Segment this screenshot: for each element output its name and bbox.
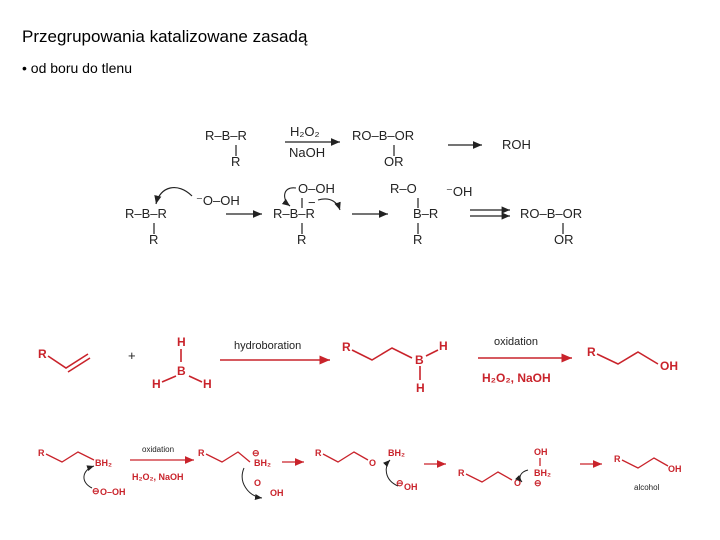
s3-borane-H-top: H	[177, 335, 186, 349]
s4-3-BH2: BH₂	[388, 448, 405, 458]
s4-5-chain	[622, 458, 668, 468]
s2-curved-arrow-leave	[318, 199, 340, 210]
s1-trialkylborane-R: R	[231, 154, 241, 169]
s4-1-chain	[46, 452, 94, 462]
s4-3-O: O	[369, 458, 377, 468]
s3-borane-B: B	[177, 364, 186, 378]
s4-arrow-label-bottom: H₂O₂, NaOH	[132, 472, 184, 482]
s1-trialkylborane: R–B–R	[205, 128, 247, 143]
s4-arrow-label-top: oxidation	[142, 445, 175, 454]
s4-2-chain	[206, 452, 250, 462]
s2-curved-arrow-attack	[156, 188, 192, 204]
s2-curved-arrow-migrate	[285, 188, 296, 206]
scheme1-borane-oxidation	[205, 124, 531, 169]
s4-4-curved-arrow	[520, 470, 528, 482]
s1-alcohol: ROH	[502, 137, 531, 152]
s4-2-BH2: BH₂	[254, 458, 271, 468]
s4-2-OH: OH	[270, 488, 284, 498]
s4-1-minus: ⊖	[92, 486, 100, 496]
s1-reagent-base: NaOH	[289, 145, 326, 160]
s2-migrated-top: R–O	[390, 181, 417, 196]
s3-plus: +	[128, 348, 136, 363]
s4-4-chain	[466, 472, 512, 482]
s4-4-OH: OH	[534, 447, 548, 457]
scheme4-oxidation-mechanism	[38, 445, 682, 498]
bullet-point: • od boru do tlenu	[22, 60, 132, 76]
s4-2-minus: ⊖	[252, 448, 260, 458]
s3-alcohol-chain	[597, 352, 658, 364]
scheme2-mechanism	[125, 181, 582, 247]
s4-3-chain	[323, 452, 368, 462]
s4-1-BH2: BH₂	[95, 458, 112, 468]
slide-title: Przegrupowania katalizowane zasadą	[22, 27, 308, 46]
s2-migrated-main: B–R	[413, 206, 439, 221]
scheme3-hydroboration-oxidation	[38, 335, 678, 395]
s2-hydroperoxide: ⁻O–OH	[196, 193, 240, 208]
s4-5-R: R	[614, 454, 621, 464]
s2-migrated-R: R	[413, 232, 423, 247]
s1-reagent-peroxide: H₂O₂	[290, 124, 320, 139]
s3-borane-H-right: H	[203, 377, 212, 391]
s4-2-O: O	[254, 478, 262, 488]
s4-3-OH: OH	[404, 482, 418, 492]
s4-1-curved-arrow	[84, 466, 94, 488]
s4-4-minus: ⊖	[534, 478, 542, 488]
s2-ate-main: R–B–R	[273, 206, 315, 221]
s3-alkylborane-H-top: H	[439, 339, 448, 353]
s2-borane: R–B–R	[125, 206, 167, 221]
s2-ate-charge: −	[308, 195, 316, 210]
s4-2-R: R	[198, 448, 205, 458]
s3-borane-bond-right	[189, 376, 202, 382]
s2-ate-top: O–OH	[298, 181, 335, 196]
s4-5-caption: alcohol	[634, 483, 660, 492]
s2-borane-R: R	[149, 232, 159, 247]
s3-step2-label: oxidation	[494, 336, 539, 348]
s4-4-BH2: BH₂	[534, 468, 551, 478]
s3-alkylborane-chain	[352, 348, 412, 360]
s1-borate: RO–B–OR	[352, 128, 415, 143]
s3-alkylborane-bond-H	[426, 350, 438, 356]
s3-alkene-R: R	[38, 347, 47, 361]
s3-alkylborane-R: R	[342, 340, 351, 354]
s4-3-R: R	[315, 448, 322, 458]
s1-borate-OR: OR	[384, 154, 404, 169]
s4-1-R: R	[38, 448, 45, 458]
s4-4-R: R	[458, 468, 465, 478]
s2-ate-R: R	[297, 232, 307, 247]
s3-alcohol-OH: OH	[660, 359, 678, 373]
s2-borate: RO–B–OR	[520, 206, 583, 221]
s3-borane-H-left: H	[152, 377, 161, 391]
s3-step2-reagent: H₂O₂, NaOH	[482, 371, 551, 385]
s3-borane-bond-left	[162, 376, 176, 382]
s4-3-minus: ⊖	[396, 478, 404, 488]
s2-borate-OR: OR	[554, 232, 574, 247]
s3-alkylborane-B: B	[415, 353, 424, 367]
s4-1-OOH: O–OH	[100, 487, 126, 497]
s4-5-OH: OH	[668, 464, 682, 474]
s3-step1-label: hydroboration	[234, 340, 302, 352]
s3-alcohol-R: R	[587, 345, 596, 359]
s4-4-O: O	[514, 478, 522, 488]
s3-alkene-chain	[48, 354, 88, 368]
s2-hydroxide: ⁻OH	[446, 184, 473, 199]
s3-alkylborane-H-bottom: H	[416, 381, 425, 395]
